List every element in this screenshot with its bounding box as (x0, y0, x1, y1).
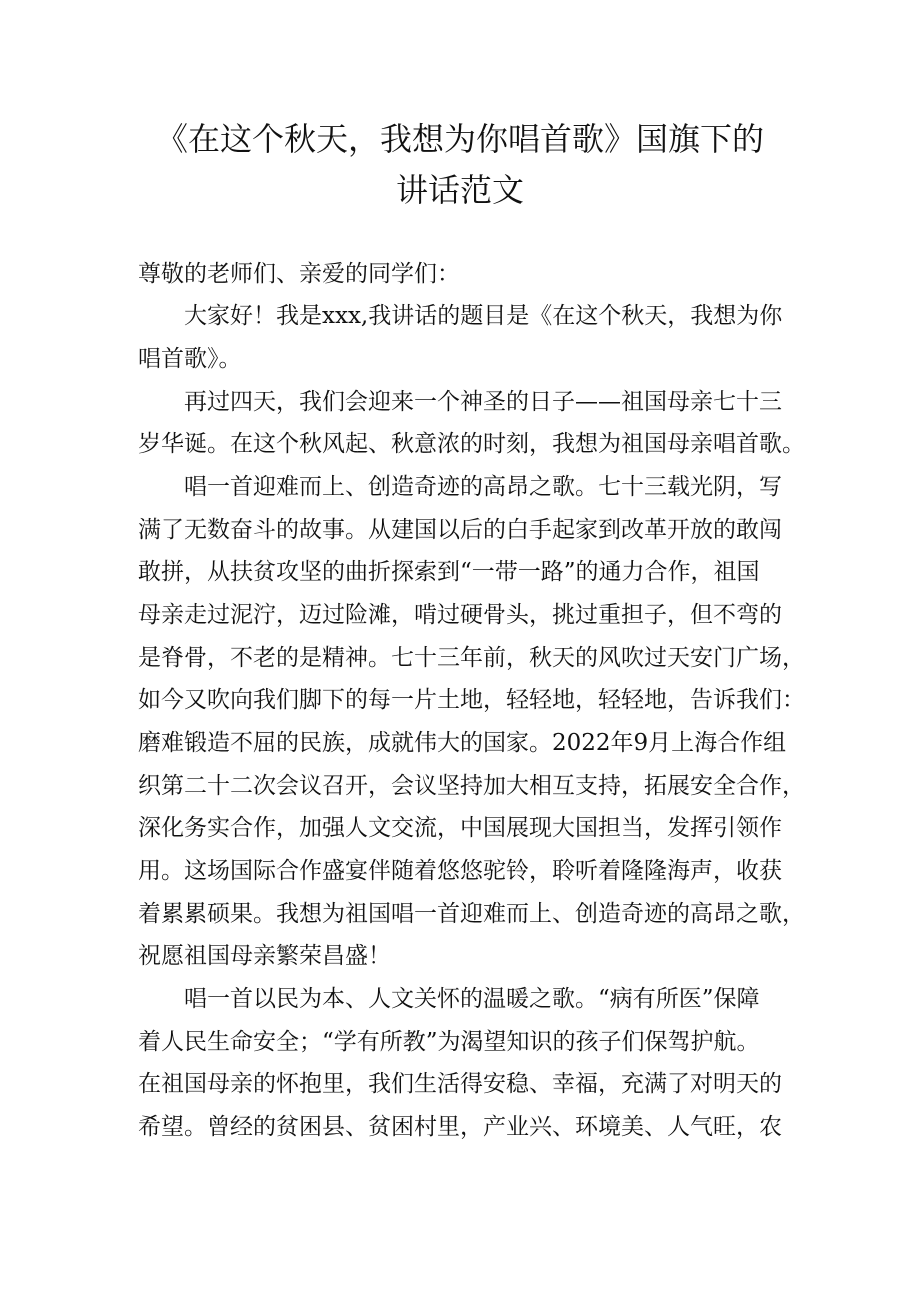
body-line: 磨难锻造不屈的民族，成就伟大的国家。2022年9月上海合作组 (138, 730, 787, 756)
body-line: 深化务实合作，加强人文交流，中国展现大国担当，发挥引领作 (138, 815, 782, 841)
body-line: 着人民生命安全；“学有所教”为渴望知识的孩子们保驾护航。 (138, 1029, 760, 1055)
document-title-line-1: 《在这个秋天，我想为你唱首歌》国旗下的 (155, 120, 764, 158)
body-line: 希望。曾经的贫困县、贫困村里，产业兴、环境美、人气旺，农 (138, 1114, 782, 1140)
body-line: 织第二十二次会议召开，会议坚持加大相互支持，拓展安全合作， (138, 773, 805, 799)
body-line: 用。这场国际合作盛宴伴随着悠悠驼铃，聆听着隆隆海声，收获 (138, 858, 782, 884)
body-line: 在祖国母亲的怀抱里，我们生活得安稳、幸福，充满了对明天的 (138, 1071, 782, 1097)
body-line: 是脊骨，不老的是精神。七十三年前，秋天的风吹过天安门广场， (138, 645, 805, 671)
body-line: 唱一首迎难而上、创造奇迹的高昂之歌。七十三载光阴，写 (138, 474, 782, 500)
document-title-line-2: 讲话范文 (395, 171, 524, 209)
body-line: 唱首歌》。 (138, 346, 242, 372)
body-line: 母亲走过泥泞，迈过险滩，啃过硬骨头，挑过重担子，但不弯的 (138, 602, 782, 628)
body-line: 尊敬的老师们、亲爱的同学们： (138, 261, 460, 287)
body-line: 满了无数奋斗的故事。从建国以后的白手起家到改革开放的敢闯 (138, 517, 782, 543)
body-line: 唱一首以民为本、人文关怀的温暖之歌。“病有所医”保障 (138, 986, 760, 1012)
body-line: 大家好！我是xxx,我讲话的题目是《在这个秋天，我想为你 (138, 303, 783, 329)
body-line: 岁华诞。在这个秋风起、秋意浓的时刻，我想为祖国母亲唱首歌。 (138, 431, 805, 457)
body-line: 如今又吹向我们脚下的每一片土地，轻轻地，轻轻地，告诉我们： (138, 687, 805, 713)
body-line: 祝愿祖国母亲繁荣昌盛！ (138, 943, 391, 969)
body-line: 再过四天，我们会迎来一个神圣的日子——祖国母亲七十三 (138, 389, 782, 415)
body-line: 着累累硕果。我想为祖国唱一首迎难而上、创造奇迹的高昂之歌， (138, 901, 805, 927)
body-line: 敢拼，从扶贫攻坚的曲折探索到“一带一路”的通力合作，祖国 (138, 559, 760, 585)
